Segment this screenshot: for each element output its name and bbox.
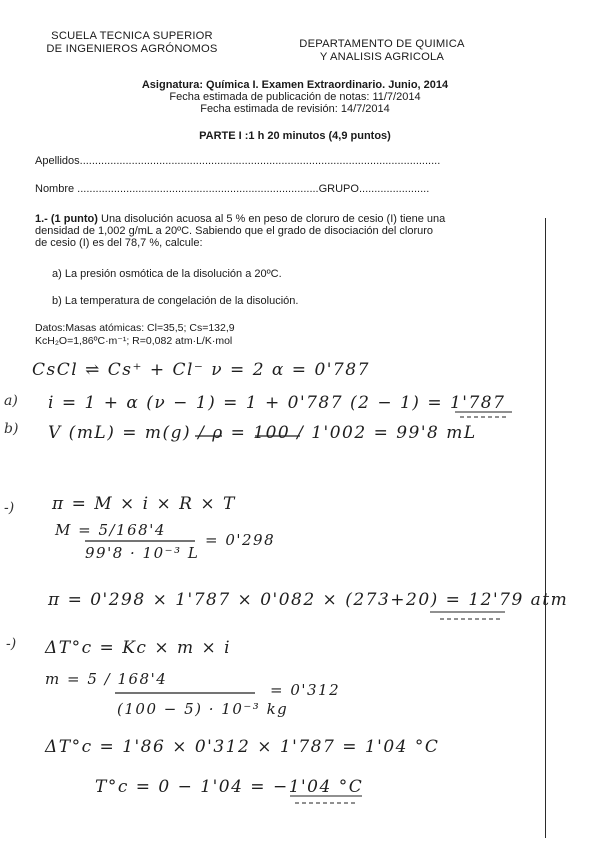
hw-osmotic-formula: π = M × i × R × T <box>52 494 236 514</box>
margin-mark-tick-1: -) <box>4 500 15 516</box>
revision-date: Fecha estimada de revisión: 14/7/2014 <box>200 103 390 115</box>
nombre-grupo-field[interactable]: Nombre ...............................................................................GRUPO....................... <box>35 183 430 195</box>
school-line-1: SCUELA TECNICA SUPERIOR <box>51 30 213 42</box>
hw-molarity-den: 99'8 · 10⁻³ L <box>85 544 200 562</box>
option-b: b) La temperatura de congelación de la disolución. <box>52 295 299 307</box>
hw-dissociation: CsCl ⇌ Cs⁺ + Cl⁻ ν = 2 α = 0'787 <box>32 360 370 380</box>
subject-title: Asignatura: Química I. Examen Extraordinario. Junio, 2014 <box>141 79 449 91</box>
hw-molality-num: m = 5 / 168'4 <box>45 670 168 688</box>
hw-molality-den: (100 − 5) · 10⁻³ kg <box>117 700 289 718</box>
option-a: a) La presión osmótica de la disolución a 20ºC. <box>52 268 282 280</box>
apellidos-field[interactable]: Apellidos...................................................................................................................... <box>35 155 441 167</box>
hw-freezing-temp: T°c = 0 − 1'04 = −1'04 °C <box>95 777 364 797</box>
hw-vant-hoff-factor: i = 1 + α (ν − 1) = 1 + 0'787 (2 − 1) = 1'787 <box>48 393 506 413</box>
publication-date: Fecha estimada de publicación de notas: 11/7/2014 <box>169 91 421 103</box>
dept-line-2: Y ANALISIS AGRICOLA <box>319 51 445 63</box>
hw-molarity-value: = 0'298 <box>205 531 276 549</box>
part-heading: PARTE I :1 h 20 minutos (4,9 puntos) <box>199 130 391 142</box>
hw-molality-value: = 0'312 <box>270 681 341 699</box>
school-line-2: DE INGENIEROS AGRÓNOMOS <box>46 43 218 55</box>
question-number: 1.- (1 punto) <box>35 213 98 225</box>
hw-osmotic-result: π = 0'298 × 1'787 × 0'082 × (273+20) = 12'79 atm <box>48 590 569 610</box>
hw-delta-t: ΔT°c = 1'86 × 0'312 × 1'787 = 1'04 °C <box>45 737 440 757</box>
hw-freezing-formula: ΔT°c = Kc × m × i <box>45 638 232 658</box>
margin-mark-tick-2: -) <box>6 636 17 652</box>
margin-mark-b: b) <box>4 421 19 437</box>
hw-molarity-num: M = 5/168'4 <box>55 521 166 539</box>
dept-line-1: DEPARTAMENTO DE QUIMICA <box>299 38 465 50</box>
margin-mark-a: a) <box>4 393 18 409</box>
question-text-1: Una disolución acuosa al 5 % en peso de cloruro de cesio (I) tiene una <box>97 213 446 225</box>
hw-volume: V (mL) = m(g) / ρ = 100 / 1'002 = 99'8 mL <box>48 423 477 443</box>
question-text-2: densidad de 1,002 g/mL a 20ºC. Sabiendo que el grado de disociación del cloruro <box>35 225 434 237</box>
data-line-1: Datos:Masas atómicas: Cl=35,5; Cs=132,9 <box>35 322 235 334</box>
data-line-2: KcH₂O=1,86ºC·m⁻¹; R=0,082 atm·L/K·mol <box>35 335 233 347</box>
question-text-3: de cesio (I) es del 78,7 %, calcule: <box>35 237 203 249</box>
